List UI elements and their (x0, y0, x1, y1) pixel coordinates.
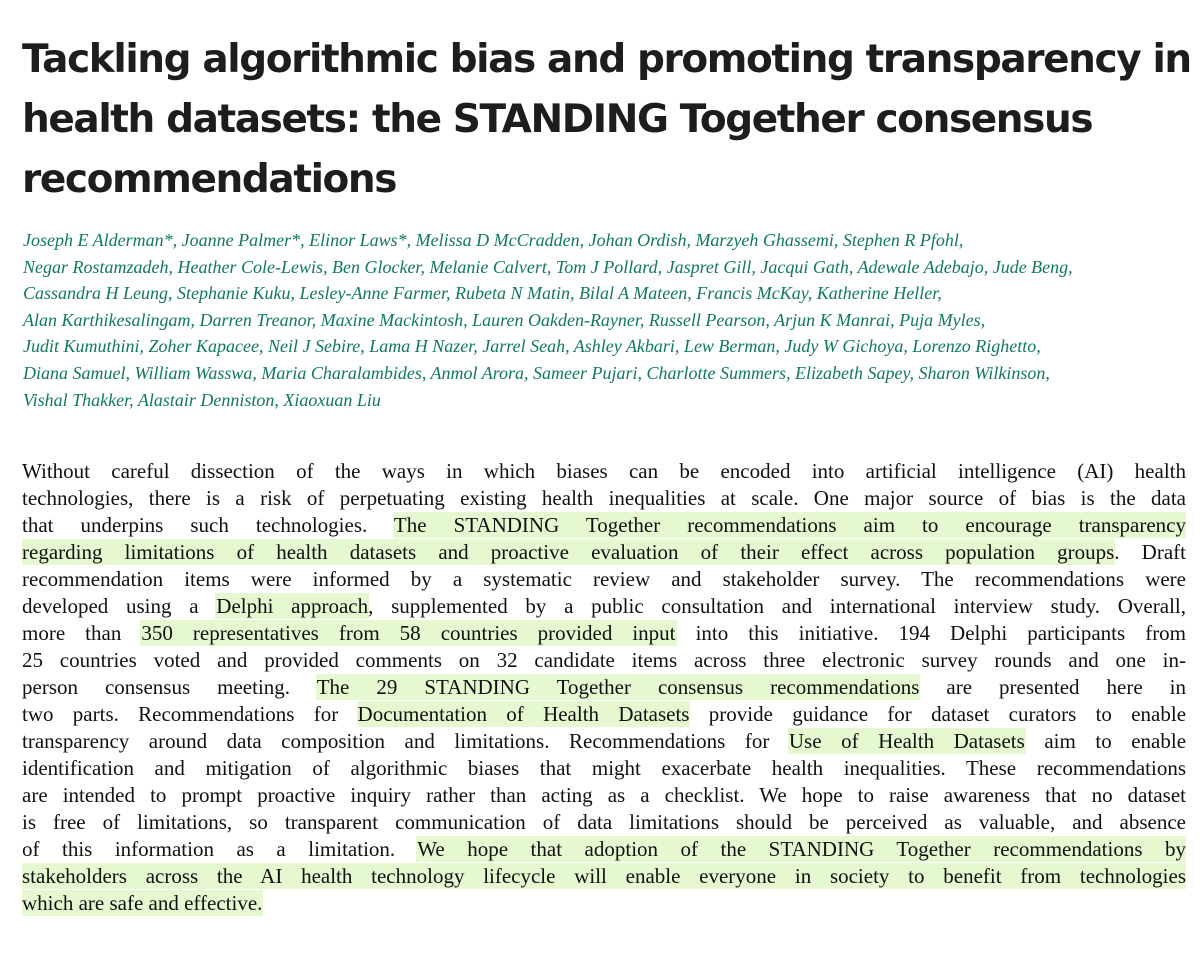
abstract-text: that underpins such technologies. (22, 513, 368, 537)
highlighted-text: Documentation of Health Datasets (357, 702, 690, 726)
abstract-line (22, 863, 1186, 890)
highlighted-text: The 29 STANDING Together consensus recommendations (316, 675, 920, 699)
abstract-text: developed using a (22, 594, 199, 618)
author-line: Alan Karthikesalingam, Darren Treanor, Maxine Mackintosh, Lauren Oakden-Rayner, Russell Pearson, Arjun K Manrai, Puja Myles, (23, 309, 986, 330)
title-line: recommendations (22, 157, 397, 202)
title-line: health datasets: the STANDING Together consensus (22, 97, 1093, 142)
abstract-line (22, 701, 1186, 728)
abstract-line (22, 836, 1186, 863)
highlighted-text: Delphi approach (216, 594, 369, 618)
abstract-text: . Draft (1114, 540, 1186, 564)
abstract-line (22, 512, 1186, 539)
abstract-text: are presented here in (946, 675, 1186, 699)
title-line: Tackling algorithmic bias and promoting transparency in (22, 37, 1191, 82)
abstract-line: 25 countries voted and provided comments on 32 candidate items across three electronic survey rounds and one in- (22, 648, 1186, 672)
author-line: Diana Samuel, William Wasswa, Maria Charalambides, Anmol Arora, Sameer Pujari, Charlotte Summers, Elizabeth Sapey, Sharon Wilkinson, (23, 362, 1050, 383)
author-list (23, 227, 1183, 413)
abstract-text: aim to enable (1044, 729, 1186, 753)
abstract (22, 458, 1186, 917)
author-line: Joseph E Alderman*, Joanne Palmer*, Elinor Laws*, Melissa D McCradden, Johan Ordish, Marzyeh Ghassemi, Stephen R Pfohl, (23, 230, 964, 250)
highlighted-text: stakeholders across the AI health technology lifecycle will enable everyone in society to benefit from technologies (22, 864, 1186, 888)
abstract-text: two parts. Recommendations for (22, 702, 339, 726)
author-line: Judit Kumuthini, Zoher Kapacee, Neil J Sebire, Lama H Nazer, Jarrel Seah, Ashley Akbari, Lew Berman, Judy W Gichoya, Lorenzo Righetto, (23, 336, 1041, 357)
highlighted-text: The STANDING Together recommendations aim to encourage transparency (393, 513, 1186, 537)
abstract-text: , supplemented by a public consultation and international interview study. Overall, (368, 594, 1186, 618)
abstract-line: identification and mitigation of algorithmic biases that might exacerbate health inequalities. These recommendations (22, 756, 1186, 780)
highlighted-text: We hope that adoption of the STANDING Together recommendations by (417, 837, 1186, 861)
highlighted-text: regarding limitations of health datasets and proactive evaluation of their effect across population groups (22, 540, 1115, 564)
abstract-text: person consensus meeting. (22, 675, 291, 699)
highlighted-text: Use of Health Datasets (788, 729, 1025, 753)
abstract-line: recommendation items were informed by a systematic review and stakeholder survey. The recommendations were (22, 567, 1186, 591)
abstract-line: technologies, there is a risk of perpetuating existing health inequalities at scale. One major source of bias is the data (22, 486, 1186, 510)
highlighted-text: 350 representatives from 58 countries provided input (141, 621, 676, 645)
abstract-line (22, 620, 1186, 647)
abstract-line (22, 728, 1186, 755)
abstract-text: transparency around data composition and limitations. Recommendations for (22, 729, 770, 753)
article-title (22, 30, 1191, 210)
author-line: Negar Rostamzadeh, Heather Cole-Lewis, Ben Glocker, Melanie Calvert, Tom J Pollard, Jaspret Gill, Jacqui Gath, Adewale Adebajo, Jude Beng, (23, 256, 1073, 277)
abstract-text: into this initiative. 194 Delphi participants from (695, 621, 1186, 645)
abstract-text: more than (22, 621, 122, 645)
highlighted-text: which are safe and effective. (22, 891, 263, 915)
abstract-line (22, 539, 1186, 566)
author-line: Cassandra H Leung, Stephanie Kuku, Lesley-Anne Farmer, Rubeta N Matin, Bilal A Mateen, Francis McKay, Katherine Heller, (23, 283, 942, 304)
abstract-text: of this information as a limitation. (22, 837, 396, 861)
abstract-line: Without careful dissection of the ways in which biases can be encoded into artificial intelligence (AI) health (22, 459, 1186, 483)
author-line: Vishal Thakker, Alastair Denniston, Xiaoxuan Liu (23, 389, 381, 410)
abstract-line (22, 593, 1186, 620)
abstract-line (22, 674, 1186, 701)
abstract-line: are intended to prompt proactive inquiry rather than acting as a checklist. We hope to raise awareness that no dataset (22, 783, 1186, 807)
abstract-line: is free of limitations, so transparent communication of data limitations should be perceived as valuable, and absence (22, 810, 1186, 834)
abstract-line (22, 890, 1186, 917)
abstract-text: provide guidance for dataset curators to enable (708, 702, 1186, 726)
